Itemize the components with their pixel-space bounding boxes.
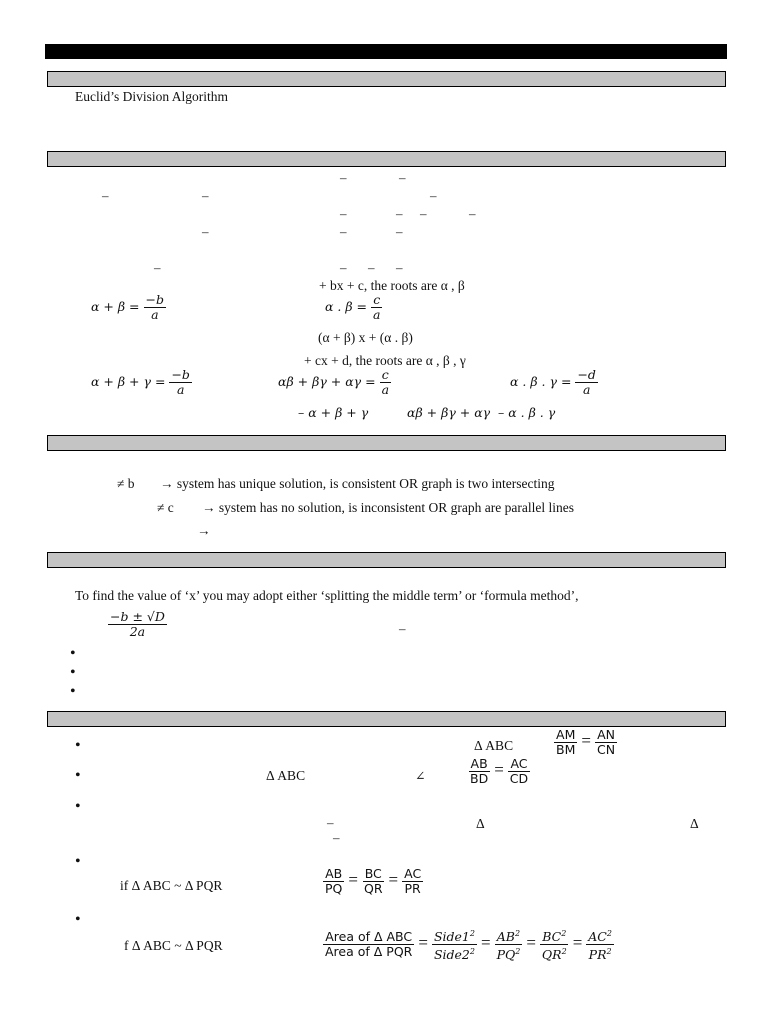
section-header-band-5 — [47, 711, 726, 727]
fraction — [362, 867, 385, 896]
denominator — [587, 945, 614, 962]
fraction — [554, 728, 577, 757]
euclid-label: Euclid’s Division Algorithm — [75, 89, 229, 104]
linear-line1: → system has unique solution, is consistent OR graph is two intersecting — [160, 476, 555, 491]
section-header-band-4 — [47, 552, 726, 568]
quadratic-intro: To find the value of ‘x’ you may adopt either ‘splitting the middle term’ or ‘formula method’, — [75, 588, 579, 603]
ab: AB — [496, 929, 515, 945]
denominator: a — [582, 382, 591, 397]
angle-bisector-ratio — [468, 757, 530, 786]
bullet: • — [70, 645, 76, 662]
bullet: • — [70, 664, 76, 681]
bpt-triangle: Δ ABC — [474, 738, 514, 753]
cubic-product-formula — [510, 368, 598, 397]
bullet: • — [70, 683, 76, 700]
prod-lhs: α . β = — [325, 299, 368, 315]
side2: Side2 — [433, 947, 470, 963]
angle-bisector-triangle: Δ ABC — [266, 768, 306, 783]
denominator — [495, 945, 523, 962]
dash: – — [420, 206, 427, 221]
delta-symbol: Δ — [476, 816, 485, 831]
denominator: PR — [404, 881, 421, 896]
square: 2 — [561, 929, 567, 938]
dash: – — [202, 224, 209, 239]
quadratic-form: (α + β) x + (α . β) — [318, 330, 413, 345]
numerator — [432, 927, 477, 945]
numerator: c — [373, 292, 381, 307]
cubic-roots-line: + cx + d, the roots are α , β , γ — [304, 353, 466, 368]
square: 2 — [469, 947, 475, 957]
linear-line3-arrow: → — [197, 523, 211, 538]
top-black-bar — [45, 44, 727, 59]
numerator — [540, 927, 568, 945]
c-prod-lhs: α . β . γ = — [510, 374, 572, 390]
cubic-form-pair: αβ + βγ + αγ — [407, 405, 491, 420]
product-of-roots-formula — [325, 293, 383, 322]
linear-line2-pre: ≠ c — [157, 500, 174, 515]
numerator: AM — [556, 727, 576, 742]
numerator: AC — [510, 756, 528, 771]
section-header-band-3 — [47, 435, 726, 451]
numerator: −b ± √D — [110, 609, 165, 624]
dash: – — [102, 188, 109, 203]
quadratic-formula — [108, 610, 167, 639]
numerator: AB — [325, 866, 343, 881]
fraction — [380, 368, 391, 397]
area-similarity-condition: f Δ ABC ~ Δ PQR — [124, 938, 223, 953]
dash: – — [340, 170, 347, 185]
denominator: CN — [596, 742, 616, 757]
bpt-ratio — [554, 728, 617, 757]
numerator: c — [381, 367, 389, 382]
dash: – — [154, 260, 161, 275]
fraction — [432, 927, 477, 962]
bullet: • — [75, 737, 81, 754]
cubic-form-sum: – α + β + γ — [298, 405, 369, 420]
bc: BC — [542, 929, 562, 945]
fraction — [540, 927, 569, 962]
section-header-band-1 — [47, 71, 726, 87]
numerator: Area of Δ ABC — [325, 929, 413, 945]
dash: – — [368, 260, 375, 275]
qr: QR — [541, 947, 562, 963]
fraction — [468, 757, 490, 786]
ac: AC — [588, 929, 607, 945]
equals: = — [572, 933, 583, 953]
dash: – — [340, 224, 347, 239]
bullet: • — [75, 798, 81, 815]
fraction — [575, 368, 597, 397]
equals: = — [480, 933, 491, 953]
equals: = — [494, 760, 504, 780]
square: 2 — [606, 929, 612, 938]
c-pair-lhs: αβ + βγ + αγ = — [278, 374, 376, 390]
fraction — [371, 293, 382, 322]
cubic-form-product: – α . β . γ — [498, 405, 556, 420]
similarity-condition: if Δ ABC ~ Δ PQR — [120, 878, 223, 893]
equals: = — [526, 933, 536, 953]
denominator: BM — [556, 742, 576, 757]
numerator: −b — [171, 367, 190, 382]
dash: – — [327, 815, 334, 830]
numerator: AN — [597, 727, 615, 742]
c-sum-lhs: α + β + γ = — [91, 374, 166, 390]
fraction — [169, 368, 191, 397]
denominator: a — [381, 382, 390, 397]
similarity-ratio — [323, 867, 423, 896]
square: 2 — [606, 947, 612, 957]
equals: = — [418, 933, 428, 953]
area-ratio — [323, 927, 614, 962]
bullet: • — [75, 911, 81, 928]
numerator — [586, 927, 614, 945]
dash: – — [396, 224, 403, 239]
square: 2 — [515, 929, 521, 938]
denominator: PQ — [325, 881, 343, 896]
denominator: a — [151, 307, 159, 322]
numerator: BC — [364, 866, 382, 881]
fraction — [508, 757, 530, 786]
denominator: 2a — [129, 624, 146, 639]
numerator: AB — [470, 756, 488, 771]
fraction — [586, 927, 614, 962]
equals: = — [581, 731, 591, 751]
dash: – — [396, 260, 403, 275]
linear-line1-pre: ≠ b — [117, 476, 135, 491]
fraction — [144, 293, 166, 322]
fraction — [108, 610, 167, 639]
fraction — [495, 927, 523, 962]
denominator: a — [373, 307, 381, 322]
angle-symbol: ∠ — [415, 768, 426, 783]
pr: PR — [588, 947, 607, 963]
linear-line2: → system has no solution, is inconsistent OR graph are parallel lines — [202, 500, 574, 515]
delta-symbol: Δ — [690, 816, 699, 831]
numerator: AC — [404, 866, 422, 881]
bullet: • — [75, 767, 81, 784]
pq: PQ — [496, 947, 516, 963]
dash: – — [202, 188, 209, 203]
bullet: • — [75, 853, 81, 870]
numerator — [495, 927, 522, 945]
denominator: a — [176, 382, 185, 397]
dash: – — [333, 830, 340, 845]
square: 2 — [515, 947, 521, 957]
dash: – — [396, 206, 403, 221]
numerator: −d — [577, 367, 596, 382]
denominator: QR — [363, 881, 383, 896]
dash: – — [340, 206, 347, 221]
fraction — [595, 728, 617, 757]
fraction — [402, 867, 423, 896]
cubic-sum-formula — [91, 368, 192, 397]
denominator: BD — [470, 771, 489, 786]
dash: – — [399, 170, 406, 185]
dash: – — [340, 260, 347, 275]
equals: = — [388, 870, 399, 890]
section-header-band-2 — [47, 151, 726, 167]
quadratic-roots-line: + bx + c, the roots are α , β — [319, 278, 465, 293]
fraction — [323, 867, 344, 896]
dash: – — [399, 621, 406, 636]
denominator — [432, 945, 477, 962]
denominator: Area of Δ PQR — [325, 944, 413, 960]
equals: = — [348, 870, 358, 890]
dash: – — [430, 188, 437, 203]
sum-lhs: α + β = — [91, 299, 140, 315]
numerator: −b — [145, 292, 165, 307]
denominator: CD — [509, 771, 529, 786]
square: 2 — [469, 929, 475, 938]
cubic-pair-formula — [278, 368, 391, 397]
side1: Side1 — [433, 929, 470, 945]
fraction — [323, 930, 414, 959]
denominator — [540, 945, 569, 962]
sum-of-roots-formula — [91, 293, 166, 322]
dash: – — [469, 206, 476, 221]
square: 2 — [561, 947, 567, 957]
